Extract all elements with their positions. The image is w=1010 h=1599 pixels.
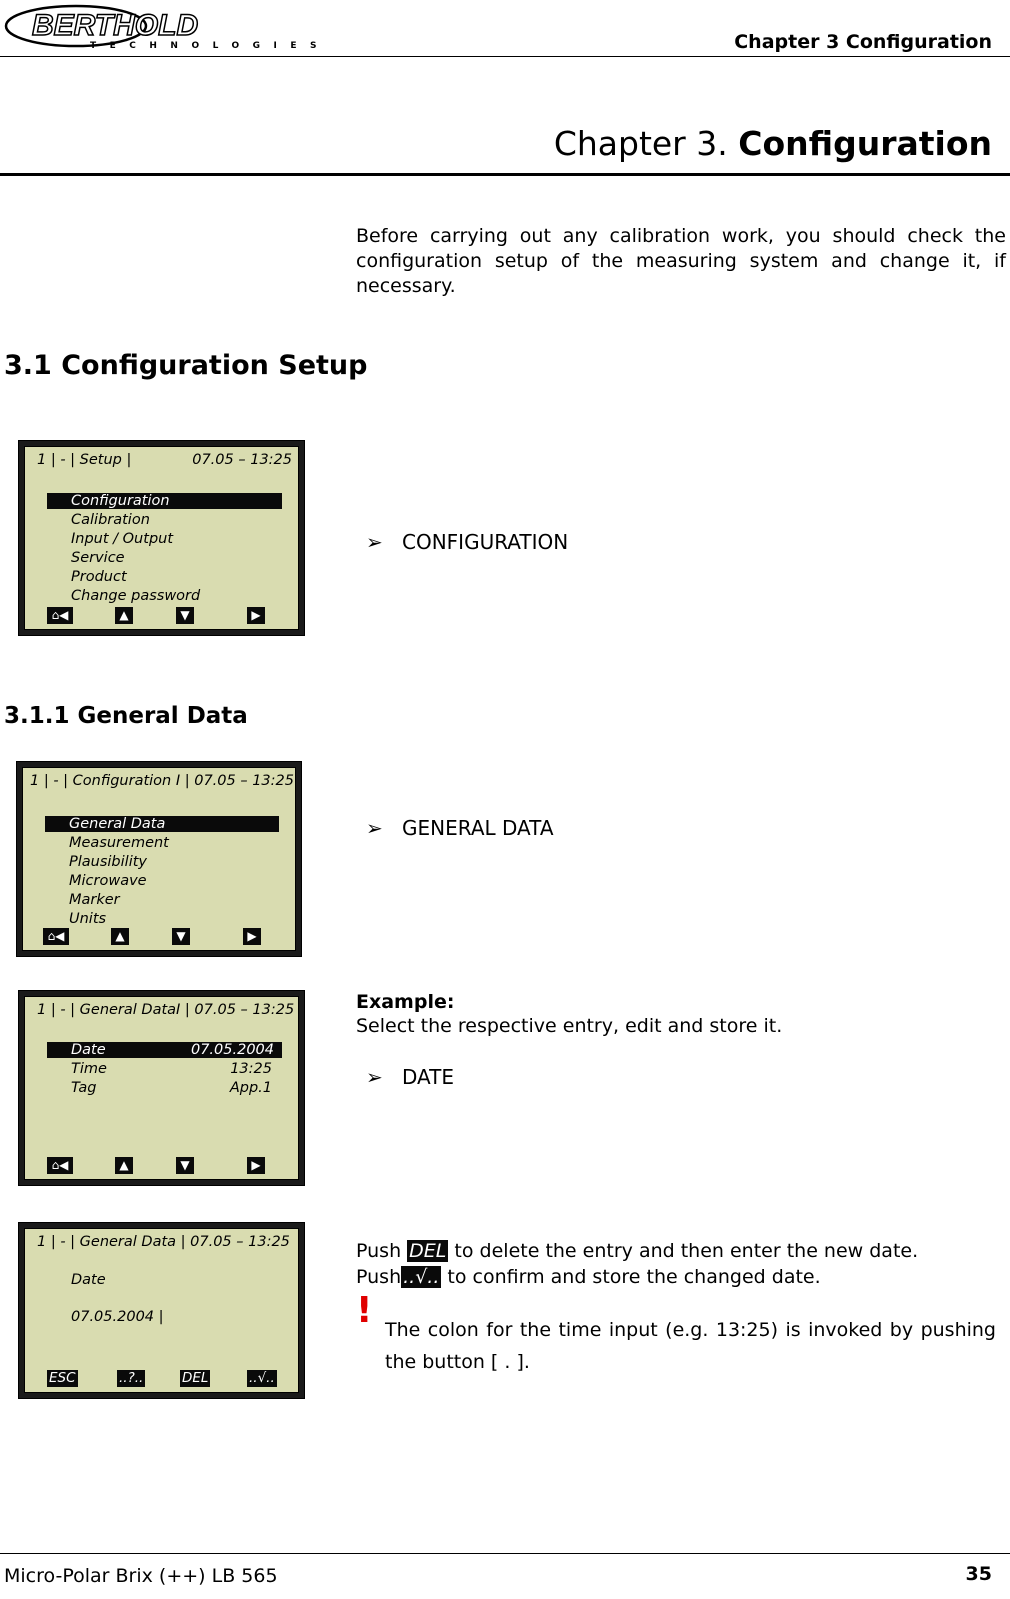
home-back-icon[interactable]: ⌂◀ <box>47 1157 73 1174</box>
example-block <box>356 990 996 1038</box>
row-tag[interactable] <box>71 1080 272 1096</box>
menu-item-marker[interactable]: Marker <box>69 892 120 908</box>
example-text: Select the respective entry, edit and store it. <box>356 1015 783 1037</box>
bullet-arrow-icon: ➢ <box>366 530 383 554</box>
push-text-3: Push <box>356 1266 402 1288</box>
down-arrow-icon[interactable]: ▼ <box>176 607 194 624</box>
row-date-value: 07.05.2004 <box>190 1042 274 1058</box>
berthold-logo <box>4 2 331 52</box>
logo-subtext: TECHNOLOGIES <box>90 41 331 51</box>
del-key-label: DEL <box>409 1240 447 1262</box>
section-heading: 3.1 Configuration Setup <box>4 350 368 381</box>
right-arrow-icon[interactable]: ▶ <box>243 928 261 945</box>
softkey-help[interactable]: ..?.. <box>119 1370 144 1386</box>
row-tag-value: App.1 <box>229 1080 272 1096</box>
row-date-label: Date <box>71 1042 106 1058</box>
lcd-general-data-screen <box>18 990 305 1186</box>
footer-page-number: 35 <box>965 1563 992 1585</box>
chapter-title-prefix: Chapter 3. <box>553 124 728 163</box>
footer-rule <box>0 1553 1010 1554</box>
row-date[interactable] <box>47 1042 282 1058</box>
menu-item-microwave[interactable]: Microwave <box>69 873 147 889</box>
bullet-date <box>366 1065 454 1089</box>
up-arrow-icon[interactable]: ▲ <box>115 1157 133 1174</box>
softkey-esc[interactable]: ESC <box>49 1370 76 1386</box>
row-time-label: Time <box>71 1061 107 1077</box>
bullet-text: DATE <box>402 1065 455 1089</box>
lcd-date-edit-screen <box>18 1222 305 1399</box>
lcd-status-bar: 1 | - | Configuration I | 07.05 – 13:25 <box>30 773 294 789</box>
push-text-4: to confirm and store the changed date. <box>441 1266 821 1288</box>
menu-item-measurement[interactable]: Measurement <box>69 835 169 851</box>
header-chapter: Chapter 3 Configuration <box>734 31 992 53</box>
row-time[interactable] <box>71 1061 272 1077</box>
bullet-general-data <box>366 816 554 840</box>
footer-product: Micro-Polar Brix (++) LB 565 <box>4 1565 278 1587</box>
right-arrow-icon[interactable]: ▶ <box>247 607 265 624</box>
menu-item-plausibility[interactable]: Plausibility <box>69 854 147 870</box>
bullet-configuration <box>366 530 568 554</box>
menu-item-units[interactable]: Units <box>69 911 107 927</box>
confirm-key-label: ..√.. <box>403 1266 440 1288</box>
warning-icon: ! <box>356 1290 373 1331</box>
push-instructions <box>356 1238 996 1290</box>
menu-item-general-data[interactable]: General Data <box>45 816 279 832</box>
right-arrow-icon[interactable]: ▶ <box>247 1157 265 1174</box>
lcd-setup-screen <box>18 440 305 636</box>
date-label: Date <box>71 1272 106 1288</box>
note-block <box>356 1290 996 1378</box>
menu-item-product[interactable]: Product <box>71 569 127 585</box>
example-label: Example: <box>356 991 455 1013</box>
row-tag-label: Tag <box>71 1080 97 1096</box>
softkey-confirm[interactable]: ..√.. <box>249 1370 275 1386</box>
bullet-text: GENERAL DATA <box>402 816 554 840</box>
lcd-status-bar: 1 | - | General DataI | 07.05 – 13:25 <box>37 1002 295 1018</box>
lcd-status-bar: 1 | - | General Data | 07.05 – 13:25 <box>37 1234 290 1250</box>
bullet-arrow-icon: ➢ <box>366 1065 383 1089</box>
logo-text: BERTHOLD <box>32 9 199 42</box>
lcd-status-left: 1 | - | Setup | <box>37 452 132 468</box>
push-text-2: to delete the entry and then enter the new date. <box>448 1240 919 1262</box>
bullet-text: CONFIGURATION <box>402 530 569 554</box>
push-text-1: Push <box>356 1240 402 1262</box>
intro-paragraph: Before carrying out any calibration work, you should check the configuration setup of the measuring system and change it, if necessary. <box>356 225 1006 297</box>
menu-item-change-password[interactable]: Change password <box>71 588 201 604</box>
menu-item-input-output[interactable]: Input / Output <box>71 531 174 547</box>
home-back-icon[interactable]: ⌂◀ <box>43 928 69 945</box>
lcd-status-bar <box>37 452 292 468</box>
up-arrow-icon[interactable]: ▲ <box>111 928 129 945</box>
subsection-heading: 3.1.1 General Data <box>4 703 248 729</box>
lcd-status-time: 07.05 – 13:25 <box>192 452 292 468</box>
softkey-del[interactable]: DEL <box>182 1370 209 1386</box>
menu-item-configuration[interactable]: Configuration <box>47 493 282 509</box>
header-rule <box>0 56 1010 57</box>
menu-item-service[interactable]: Service <box>71 550 125 566</box>
chapter-title-bold: Configuration <box>738 124 992 163</box>
down-arrow-icon[interactable]: ▼ <box>176 1157 194 1174</box>
note-text: The colon for the time input (e.g. 13:25) is invoked by pushing the button [ . ]. <box>385 1319 996 1373</box>
chapter-title <box>554 124 992 163</box>
bullet-arrow-icon: ➢ <box>366 816 383 840</box>
chapter-rule <box>0 173 1010 176</box>
menu-item-calibration[interactable]: Calibration <box>71 512 150 528</box>
down-arrow-icon[interactable]: ▼ <box>172 928 190 945</box>
date-input[interactable]: 07.05.2004 | <box>71 1309 164 1325</box>
home-back-icon[interactable]: ⌂◀ <box>47 607 73 624</box>
row-time-value: 13:25 <box>230 1061 272 1077</box>
lcd-configuration-screen <box>16 761 302 957</box>
up-arrow-icon[interactable]: ▲ <box>115 607 133 624</box>
